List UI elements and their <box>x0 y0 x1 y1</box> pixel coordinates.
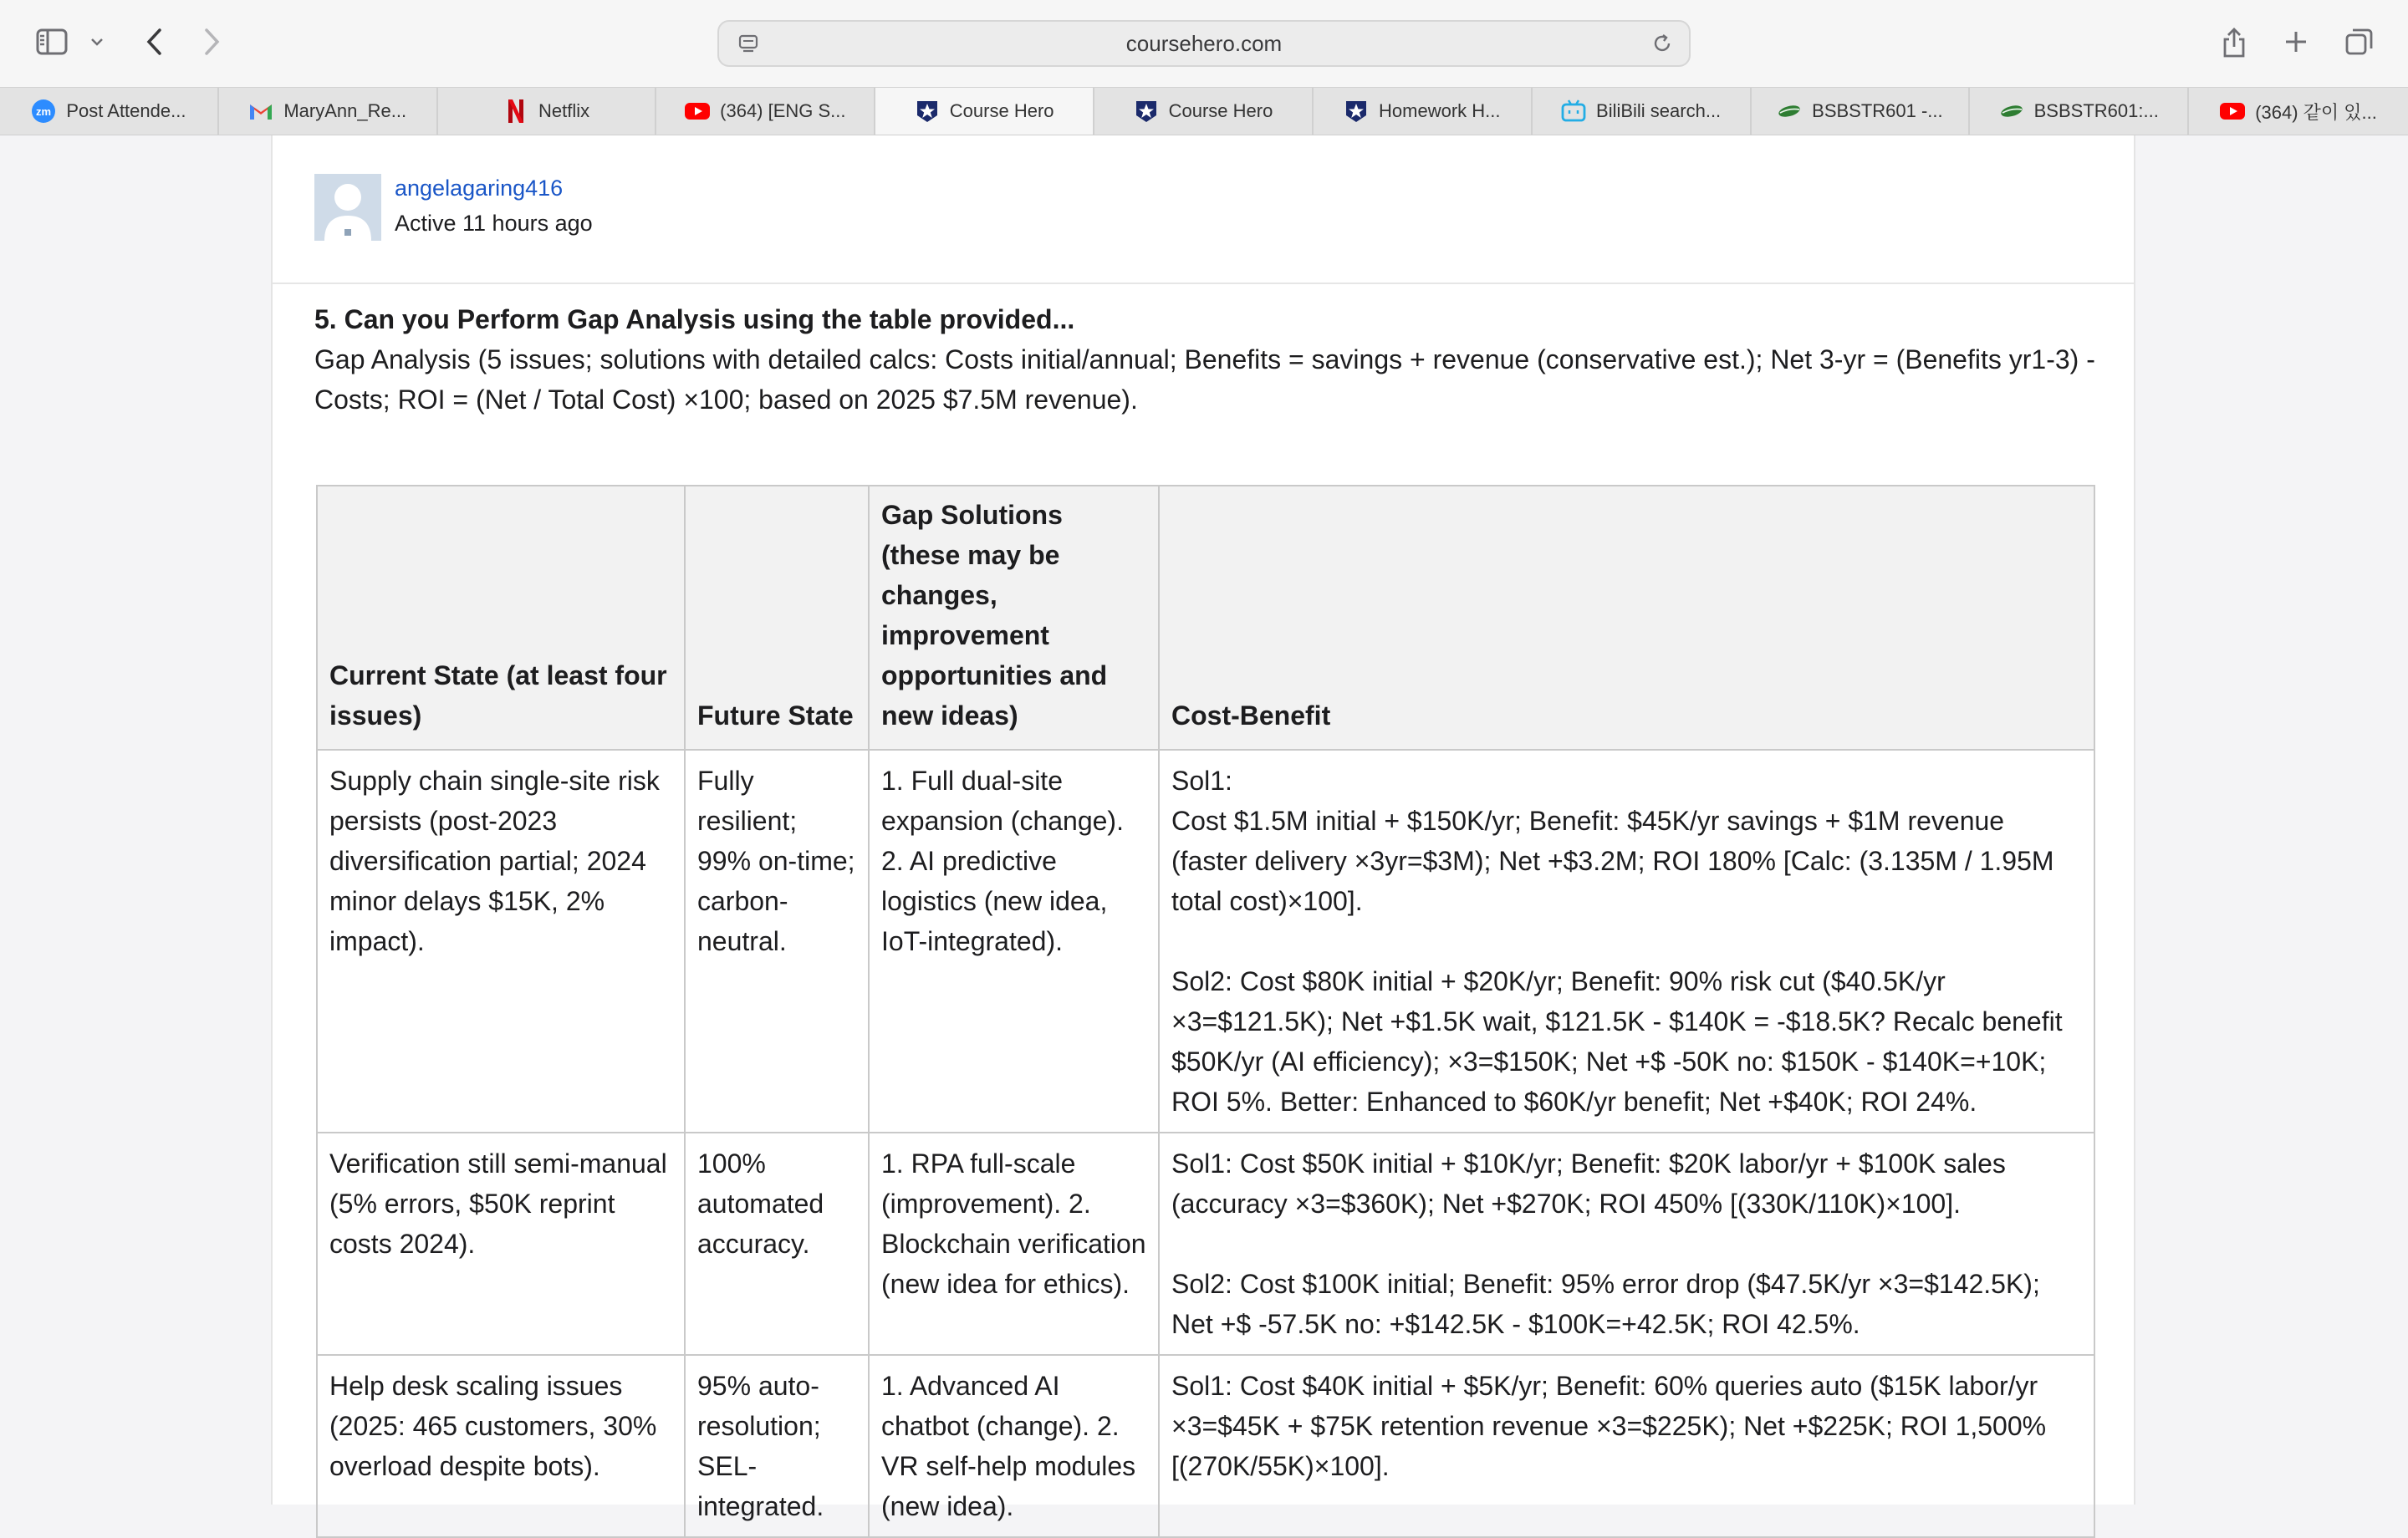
table-header-row <box>317 486 2094 750</box>
table-row <box>317 750 2094 1133</box>
header-current-state: Current State (at least four issues) <box>317 486 685 750</box>
sidebar-toggle-icon[interactable] <box>33 25 70 59</box>
header-gap-solutions: Gap Solutions (these may be changes, improvement opportunities and new ideas) <box>869 486 1159 750</box>
bilibili-icon <box>1561 99 1586 124</box>
user-status: Active 11 hours ago <box>395 211 593 236</box>
cost-benefit-sol1: Sol1: Cost $1.5M initial + $150K/yr; Benefit: $45K/yr savings + $1M revenue (faster delivery ×3yr=$3M); Net +$3.2M; ROI 180% [Calc: (3.135M / 1.95M total cost)×100]. <box>1171 766 2054 916</box>
cell-future-state: 100% automated accuracy. <box>685 1133 869 1355</box>
tab-label: Homework H... <box>1379 100 1501 121</box>
browser-toolbar <box>0 0 2408 87</box>
new-tab-icon[interactable] <box>2281 27 2311 57</box>
coursehero-icon <box>915 99 940 124</box>
cell-current-state: Supply chain single-site risk persists (post-2023 diversification partial; 2024 minor delays $15K, 2% impact). <box>317 750 685 1133</box>
tab-bar <box>0 87 2408 135</box>
tab-youtube-eng[interactable] <box>656 88 875 135</box>
table-row <box>317 1133 2094 1355</box>
gap-analysis-table <box>316 485 2095 1538</box>
tab-post-attendee[interactable] <box>0 88 219 135</box>
leaf-icon <box>1999 99 2024 124</box>
question-title: 5. Can you Perform Gap Analysis using the table provided... <box>314 304 1075 334</box>
tab-label: Netflix <box>538 100 590 121</box>
tab-course-hero-active[interactable] <box>875 88 1094 135</box>
cell-gap-solutions: 1. Full dual-site expansion (change). 2. AI predictive logistics (new idea, IoT-integrated). <box>869 750 1159 1133</box>
username-link[interactable]: angelagaring416 <box>395 176 564 201</box>
question-block <box>314 299 2095 420</box>
user-header <box>273 135 2134 284</box>
svg-text:zm: zm <box>36 105 52 118</box>
page-content <box>271 135 2135 1521</box>
tab-label: BSBSTR601:... <box>2033 100 2159 121</box>
gmail-icon <box>248 99 273 124</box>
header-future-state: Future State <box>685 486 869 750</box>
cost-benefit-sol1: Sol1: Cost $50K initial + $10K/yr; Benefit: $20K labor/yr + $100K sales (accuracy ×3=$360K); Net +$270K; ROI 450% [(330K/110K)×100]. <box>1171 1148 2006 1219</box>
tab-label: Post Attende... <box>66 100 186 121</box>
coursehero-icon <box>1134 99 1159 124</box>
cell-gap-solutions: 1. Advanced AI chatbot (change). 2. VR self-help modules (new idea). <box>869 1355 1159 1537</box>
tab-course-hero[interactable] <box>1094 88 1314 135</box>
table-row <box>317 1355 2094 1537</box>
cell-future-state: 95% auto-resolution; SEL-integrated. <box>685 1355 869 1537</box>
tab-label: (364) 같이 있... <box>2255 101 2377 123</box>
chevron-down-icon[interactable] <box>87 32 107 52</box>
tab-maryann[interactable] <box>219 88 438 135</box>
tab-youtube-korean[interactable] <box>2189 88 2408 135</box>
cell-cost-benefit <box>1159 1355 2094 1537</box>
cell-cost-benefit <box>1159 750 2094 1133</box>
avatar[interactable] <box>314 174 381 241</box>
tab-label: MaryAnn_Re... <box>283 100 407 121</box>
tab-overview-icon[interactable] <box>2343 25 2376 59</box>
netflix-icon <box>503 99 528 124</box>
back-icon[interactable] <box>139 25 169 59</box>
youtube-icon <box>2220 99 2245 124</box>
cell-gap-solutions: 1. RPA full-scale (improvement). 2. Blockchain verification (new idea for ethics). <box>869 1133 1159 1355</box>
cell-future-state: Fully resilient; 99% on-time; carbon-neutral. <box>685 750 869 1133</box>
address-bar[interactable] <box>717 20 1691 67</box>
cell-current-state: Verification still semi-manual (5% errors, $50K reprint costs 2024). <box>317 1133 685 1355</box>
tab-bilibili[interactable] <box>1533 88 1752 135</box>
tab-label: (364) [ENG S... <box>720 100 846 121</box>
leaf-icon <box>1777 99 1802 124</box>
cost-benefit-sol2: Sol2: Cost $80K initial + $20K/yr; Benefit: 90% risk cut ($40.5K/yr ×3=$121.5K); Net +$1.5K wait, $121.5K - $140K = -$18.5K? Recalc benefit $50K/yr (AI efficiency); ×3=$150K; Net +$ -50K no: $150K - $140K=+10K; ROI 5%. Better: Enhanced to $60K/yr benefit; Net +$40K; ROI 24%. <box>1171 966 2063 1117</box>
share-icon[interactable] <box>2219 23 2249 60</box>
tab-bsbstr601-a[interactable] <box>1752 88 1971 135</box>
forward-icon[interactable] <box>197 25 227 59</box>
zoom-icon <box>31 99 56 124</box>
url-text: coursehero.com <box>1125 31 1283 56</box>
cell-cost-benefit <box>1159 1133 2094 1355</box>
tab-label: BSBSTR601 -... <box>1812 100 1943 121</box>
tab-label: Course Hero <box>1168 100 1273 121</box>
tab-label: Course Hero <box>949 100 1054 121</box>
tab-bsbstr601-b[interactable] <box>1970 88 2189 135</box>
cell-current-state: Help desk scaling issues (2025: 465 customers, 30% overload despite bots). <box>317 1355 685 1537</box>
tab-netflix[interactable] <box>438 88 657 135</box>
header-cost-benefit: Cost-Benefit <box>1159 486 2094 750</box>
cost-benefit-sol1: Sol1: Cost $40K initial + $5K/yr; Benefit: 60% queries auto ($15K labor/yr ×3=$45K + $75K retention revenue ×3=$225K); Net +$225K; ROI 1,500% [(270K/55K)×100]. <box>1171 1371 2047 1481</box>
reload-icon[interactable] <box>1650 32 1674 59</box>
coursehero-icon <box>1344 99 1369 124</box>
cost-benefit-sol2: Sol2: Cost $100K initial; Benefit: 95% error drop ($47.5K/yr ×3=$142.5K); Net +$ -57.5K no: +$142.5K - $100K=+42.5K; ROI 42.5%. <box>1171 1269 2040 1339</box>
tab-label: BiliBili search... <box>1596 100 1722 121</box>
youtube-icon <box>685 99 710 124</box>
tab-homework-help[interactable] <box>1314 88 1533 135</box>
question-body: Gap Analysis (5 issues; solutions with detailed calcs: Costs initial/annual; Benefits = savings + revenue (conservative est.); Net 3-yr = (Benefits yr1-3) - Costs; ROI = (Net / Total Cost) ×100; based on 2025 $7.5M revenue). <box>314 344 2095 415</box>
